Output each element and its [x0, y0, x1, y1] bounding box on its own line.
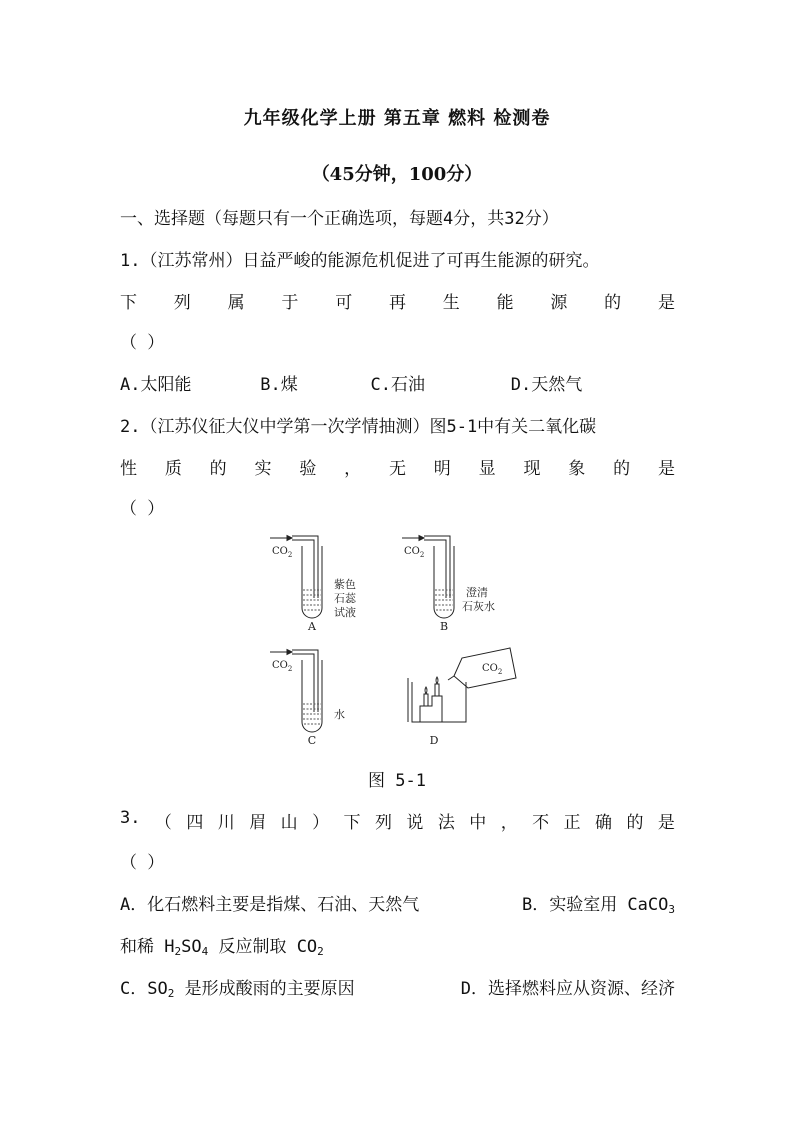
flame-icon: [425, 687, 427, 694]
option-label-d: D: [429, 734, 439, 747]
q1-char: 源: [550, 293, 568, 313]
q3-char: ）: [312, 813, 330, 833]
candle-upper: [435, 684, 439, 696]
q3-char: 法: [437, 813, 455, 833]
delivery-tube-inner: [292, 654, 314, 712]
q3-char: 确: [595, 813, 613, 833]
q3-option-b-cont: 和稀 $H_2SO_4$ 反应制取 $CO_2$: [120, 937, 324, 958]
q3-answer-paren: （ ）: [120, 853, 165, 873]
q2-stem-line1: 2.（江苏仪征大仪中学第一次学情抽测）图5-1中有关二氧化碳: [120, 417, 597, 437]
q1-char: 属: [227, 293, 245, 313]
liquid-label-b: 澄清: [466, 586, 488, 599]
q1-char: 再: [388, 293, 406, 313]
q3-char: 山: [280, 813, 298, 833]
q1-stem-line1: 1.（江苏常州）日益严峻的能源危机促进了可再生能源的研究。: [120, 251, 600, 271]
q1-option-c: C.石油: [370, 375, 425, 395]
option-label-c: C: [307, 734, 317, 747]
q3-options-ab: [120, 890, 675, 916]
q1-char: 可: [335, 293, 353, 313]
q3-char: 说: [406, 813, 424, 833]
q1-stem-line2: [120, 288, 675, 313]
q1-char: 生: [442, 293, 460, 313]
liquid-label-a: 试液: [334, 606, 356, 619]
q2-char: 实: [254, 459, 272, 479]
q2-char: 的: [613, 459, 631, 479]
arrow-head-icon: [419, 536, 424, 541]
q1-char: 的: [604, 293, 622, 313]
q1-option-d: D.天然气: [510, 375, 583, 395]
q3-char: 正: [563, 813, 581, 833]
q1-option-a: A.太阳能: [120, 375, 192, 395]
page-title: 九年级化学上册 第五章 燃料 检测卷: [243, 108, 551, 129]
apparatus-a: [270, 536, 357, 634]
apparatus-c: [270, 650, 345, 748]
q3-option-b: B．实验室用 CaCO$_3$: [521, 895, 675, 916]
apparatus-d: [408, 648, 516, 747]
q2-char: 无: [388, 459, 406, 479]
test-tube: [434, 546, 454, 618]
apparatus-b: [402, 536, 495, 634]
liquid-label-a: 紫色: [334, 578, 356, 591]
q2-char: 明: [433, 459, 451, 479]
q2-char: 验: [299, 459, 317, 479]
delivery-tube-inner: [424, 540, 446, 598]
q1-char: 列: [173, 293, 191, 313]
option-label-a: A: [308, 620, 316, 633]
q2-char: 质: [164, 459, 182, 479]
flame-icon: [436, 677, 438, 684]
q2-char: 象: [568, 459, 586, 479]
q2-char: 显: [478, 459, 496, 479]
co2-label-d: $CO_2$: [482, 663, 503, 676]
q3-char: 下: [343, 813, 361, 833]
q3-char: 四: [186, 813, 204, 833]
liquid-label-b: 石灰水: [462, 600, 495, 613]
q3-char: 眉: [249, 813, 267, 833]
experiment-figure: [262, 528, 542, 758]
q3-char: 川: [217, 813, 235, 833]
q2-char: ，: [344, 459, 362, 479]
q3-char: 3.: [120, 808, 141, 828]
q3-char: 列: [374, 813, 392, 833]
figure-caption: 图 5-1: [368, 771, 426, 791]
q2-char: 是: [657, 459, 675, 479]
test-tube: [302, 660, 322, 732]
q2-stem-line2: [120, 454, 675, 479]
arrow-head-icon: [287, 536, 292, 541]
test-tube: [302, 546, 322, 618]
delivery-tube-inner: [292, 540, 314, 598]
q3-options-cd: [120, 974, 675, 1000]
q2-answer-paren: （ ）: [120, 499, 165, 519]
q1-char: 能: [496, 293, 514, 313]
q3-stem-line1: [120, 808, 675, 833]
section-heading: 一、选择题（每题只有一个正确选项，每题4分，共32分）: [120, 209, 559, 229]
co2-label-a: $CO_2$: [272, 546, 293, 559]
q3-option-d: D．选择燃料应从资源、经济: [460, 979, 675, 999]
q3-char: （: [154, 813, 172, 833]
q2-char: 的: [209, 459, 227, 479]
co2-label-b: $CO_2$: [404, 546, 425, 559]
exam-duration-score: （45分钟，100分）: [311, 164, 483, 185]
q3-char: 是: [657, 813, 675, 833]
arrow-head-icon: [287, 650, 292, 655]
q1-char: 下: [120, 293, 137, 313]
q3-char: 不: [532, 813, 550, 833]
q3-option-c: C．$SO_2$ 是形成酸雨的主要原因: [120, 979, 355, 1000]
q3-char: ，: [500, 813, 518, 833]
liquid-label-c: 水: [334, 708, 345, 721]
q2-char: 现: [523, 459, 541, 479]
q3-option-a: A．化石燃料主要是指煤、石油、天然气: [120, 895, 420, 915]
q3-char: 中: [469, 813, 487, 833]
candle-lower: [424, 694, 428, 706]
bottle-spout: [448, 676, 454, 680]
co2-label-c: $CO_2$: [272, 660, 293, 673]
step-stand: [420, 696, 442, 722]
q1-options: [120, 370, 675, 395]
q1-char: 是: [657, 293, 675, 313]
q1-option-b: B.煤: [260, 375, 298, 395]
option-label-b: B: [439, 620, 449, 633]
q2-char: 性: [120, 459, 137, 479]
q1-answer-paren: （ ）: [120, 333, 165, 353]
liquid-label-a: 石蕊: [334, 592, 356, 605]
q3-char: 的: [626, 813, 644, 833]
q1-char: 于: [281, 293, 299, 313]
